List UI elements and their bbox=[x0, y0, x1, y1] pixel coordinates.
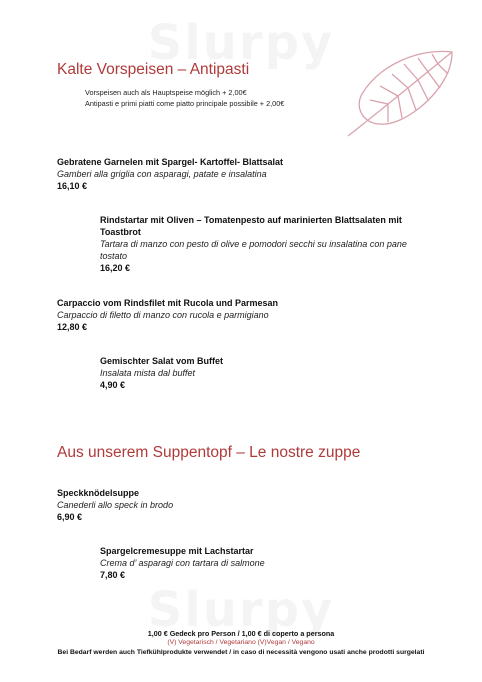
footer-cover-charge: 1,00 € Gedeck pro Person / 1,00 € di coperto a persona bbox=[147, 629, 335, 638]
dish-name-de: Spargelcremesuppe mit Lachstartar bbox=[100, 546, 254, 556]
footer-frozen-note: Bei Bedarf werden auch Tiefkühlprodukte verwendet / in caso di necessità vengono usati anche prodotti surgelati bbox=[57, 649, 425, 656]
dish-item bbox=[100, 355, 470, 391]
leaf-icon bbox=[340, 44, 455, 139]
dish-name-it: Crema d’ asparagi con tartara di salmone bbox=[100, 558, 265, 568]
dish-item bbox=[57, 156, 427, 192]
dish-item bbox=[57, 487, 427, 523]
note-italian: Antipasti e primi piatti come piatto principale possibile + 2,00€ bbox=[85, 99, 285, 108]
dish-name-de: Rindstartar mit Oliven – Tomatenpesto auf marinierten Blattsalaten mit Toastbrot bbox=[100, 215, 402, 237]
dish-name-it: Canederli allo speck in brodo bbox=[57, 500, 174, 510]
dish-price: 12,80 € bbox=[57, 322, 88, 332]
dish-item bbox=[57, 297, 427, 333]
dish-price: 16,10 € bbox=[57, 181, 88, 191]
dish-item bbox=[100, 214, 430, 274]
note-german: Vorspeisen auch als Hauptspeise möglich + 2,00€ bbox=[85, 88, 247, 97]
footer-diet-legend: (V) Vegetarisch / Vegetariano (V)Vegan / Vegano bbox=[167, 639, 315, 646]
dish-name-de: Carpaccio vom Rindsfilet mit Rucola und Parmesan bbox=[57, 298, 279, 308]
dish-name-it: Insalata mista dal buffet bbox=[100, 368, 196, 378]
dish-name-de: Speckknödelsuppe bbox=[57, 488, 140, 498]
dish-name-it: Tartara di manzo con pesto di olive e pomodori secchi su insalatina con pane tostato bbox=[100, 239, 407, 261]
dish-name-it: Gamberi alla griglia con asparagi, patate e insalatina bbox=[57, 169, 267, 179]
dish-item bbox=[100, 545, 470, 581]
dish-price: 4,90 € bbox=[100, 380, 126, 390]
dish-price: 16,20 € bbox=[100, 263, 131, 273]
dish-price: 6,90 € bbox=[57, 512, 83, 522]
dish-name-it: Carpaccio di filetto di manzo con rucola e parmigiano bbox=[57, 310, 269, 320]
section-title-soups: Aus unserem Suppentopf – Le nostre zuppe bbox=[57, 444, 361, 461]
dish-name-de: Gemischter Salat vom Buffet bbox=[100, 356, 224, 366]
section-title-antipasti: Kalte Vorspeisen – Antipasti bbox=[57, 61, 250, 78]
dish-name-de: Gebratene Garnelen mit Spargel- Kartoffel- Blattsalat bbox=[57, 157, 284, 167]
dish-price: 7,80 € bbox=[100, 570, 126, 580]
